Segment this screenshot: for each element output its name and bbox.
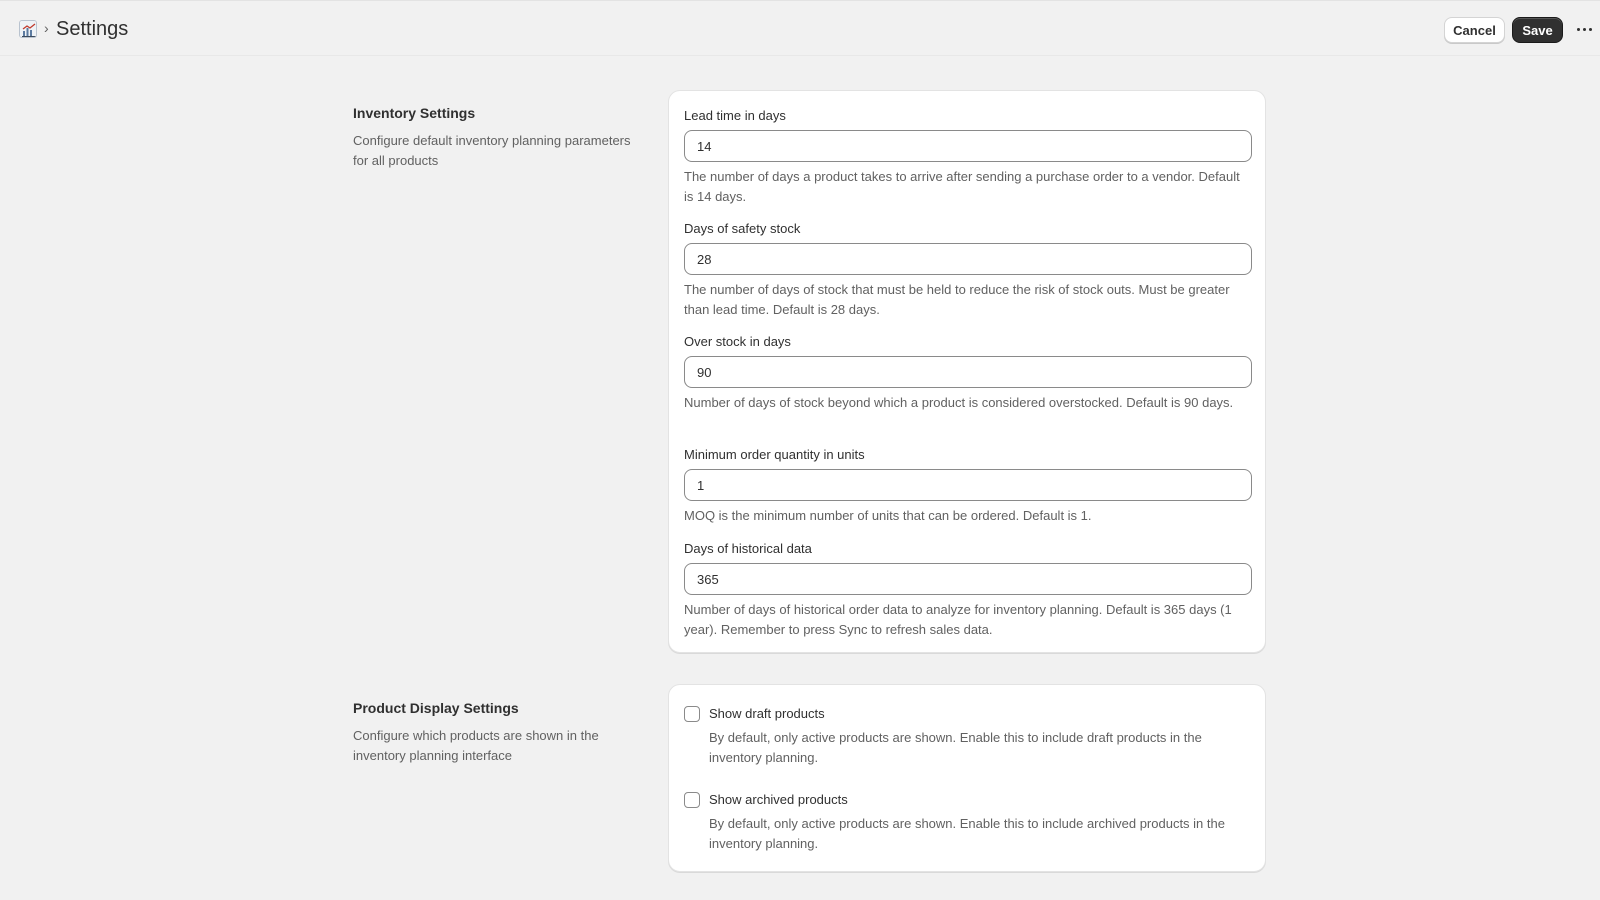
product-display-settings-card [668, 684, 1266, 872]
field-help: The number of days a product takes to arrive after sending a purchase order to a vendor. Default is 14 days. [684, 169, 1240, 204]
safety-stock-field [684, 221, 1252, 320]
inventory-settings-card [668, 90, 1266, 653]
historical-data-field [684, 541, 1252, 640]
field-label: Minimum order quantity in units [684, 447, 865, 462]
breadcrumb-chevron-icon: › [44, 20, 49, 36]
inventory-settings-info [353, 105, 633, 171]
more-horizontal-icon [1577, 28, 1580, 31]
top-bar [0, 0, 1600, 56]
field-help: Number of days of historical order data to analyze for inventory planning. Default is 365 days (1 year). Remember to press Sync to refresh sales data. [684, 602, 1232, 637]
checkbox-help: By default, only active products are shown. Enable this to include draft products in the inventory planning. [709, 730, 1202, 765]
safety-stock-input[interactable] [684, 243, 1252, 275]
section-title: Product Display Settings [353, 700, 519, 716]
over-stock-input[interactable] [684, 356, 1252, 388]
show-draft-products-checkbox[interactable] [684, 706, 700, 722]
minimum-order-quantity-field [684, 447, 1252, 526]
show-archived-products-option [684, 792, 1252, 856]
product-display-settings-info [353, 700, 633, 766]
cancel-button[interactable]: Cancel [1444, 17, 1505, 43]
over-stock-field [684, 334, 1252, 413]
historical-data-input[interactable] [684, 563, 1252, 595]
chart-icon[interactable] [19, 20, 37, 38]
checkbox-label[interactable]: Show draft products [709, 706, 825, 721]
checkbox-help: By default, only active products are shown. Enable this to include archived products in the inventory planning. [709, 816, 1225, 851]
section-title: Inventory Settings [353, 105, 476, 121]
save-button[interactable]: Save [1512, 17, 1563, 43]
field-help: Number of days of stock beyond which a product is considered overstocked. Default is 90 days. [684, 395, 1234, 410]
field-help: The number of days of stock that must be held to reduce the risk of stock outs. Must be greater than lead time. Default is 28 days. [684, 282, 1230, 317]
section-description: Configure default inventory planning parameters for all products [353, 133, 631, 168]
checkbox-label[interactable]: Show archived products [709, 792, 848, 807]
minimum-order-quantity-input[interactable] [684, 469, 1252, 501]
field-label: Lead time in days [684, 108, 786, 123]
field-help: MOQ is the minimum number of units that can be ordered. Default is 1. [684, 508, 1092, 523]
show-archived-products-checkbox[interactable] [684, 792, 700, 808]
page-title: Settings [56, 18, 129, 40]
lead-time-field [684, 108, 1252, 207]
field-label: Over stock in days [684, 334, 791, 349]
section-description: Configure which products are shown in the inventory planning interface [353, 728, 599, 763]
lead-time-input[interactable] [684, 130, 1252, 162]
field-label: Days of safety stock [684, 221, 801, 236]
show-draft-products-option [684, 706, 1252, 770]
field-label: Days of historical data [684, 541, 812, 556]
more-actions-button[interactable] [1574, 18, 1594, 40]
